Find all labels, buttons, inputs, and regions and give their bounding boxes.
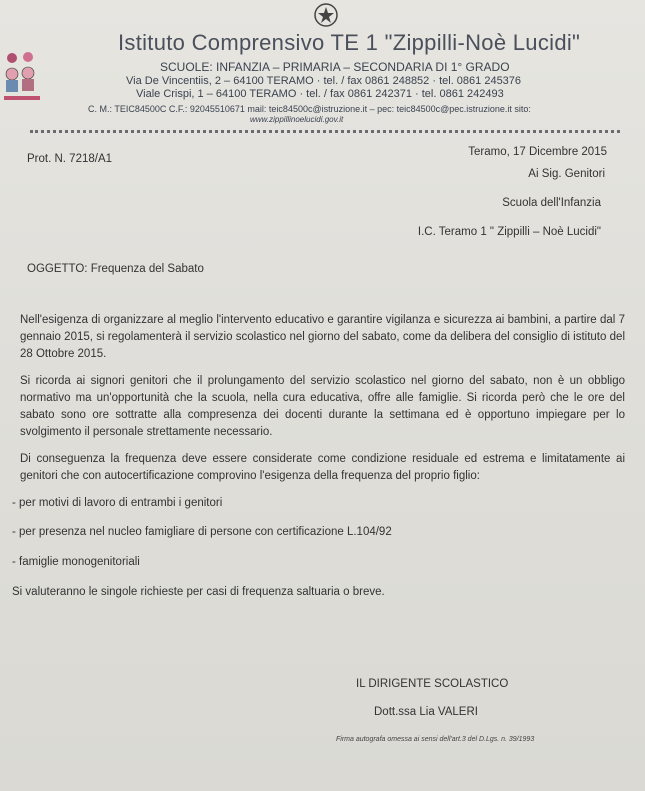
protocol-number: Prot. N. 7218/A1 bbox=[27, 153, 113, 165]
recipient-line-1: Ai Sig. Genitori bbox=[528, 168, 605, 180]
recipient-line-3: I.C. Teramo 1 " Zippilli – Noè Lucidi" bbox=[417, 226, 601, 238]
school-subtitle: SCUOLE: INFANZIA – PRIMARIA – SECONDARIA DI 1° GRADO bbox=[160, 60, 510, 74]
address-line-2: Viale Crispi, 1 – 64100 TERAMO · tel. / fax 0861 242371 · tel. 0861 242493 bbox=[136, 88, 504, 100]
list-item: - per presenza nel nucleo famigliare di persone con certificazione L.104/92 bbox=[12, 526, 392, 538]
list-item: - famiglie monogenitoriali bbox=[12, 556, 140, 568]
republic-emblem-icon bbox=[311, 2, 341, 28]
paragraph-3: Di conseguenza la frequenza deve essere considerate come condizione residuale ed estrema e limitatamente ai genitori che con autocertificazione comprovino l'esigenza della frequenza del proprio figlio: bbox=[20, 453, 625, 482]
list-item: - per motivi di lavoro di entrambi i genitori bbox=[12, 497, 223, 509]
school-codes: C. M.: TEIC84500C C.F.: 92045510671 mail: teic84500c@istruzione.it – pec: teic84500c@pec.istruzione.it sito: bbox=[88, 104, 531, 114]
subject-label: OGGETTO: bbox=[27, 263, 88, 275]
subject-text: Frequenza del Sabato bbox=[90, 263, 204, 275]
address-line-1: Via De Vincentiis, 2 – 64100 TERAMO · tel. / fax 0861 248852 · tel. 0861 245376 bbox=[126, 75, 522, 87]
signatory-title: IL DIRIGENTE SCOLASTICO bbox=[356, 678, 509, 690]
school-logo-icon bbox=[2, 48, 44, 104]
letter-date: Teramo, 17 Dicembre 2015 bbox=[468, 146, 607, 158]
website-link[interactable]: www.zippillinoelucidi.gov.it bbox=[250, 115, 344, 124]
signature-note: Firma autografa omessa ai sensi dell'art.3 del D.Lgs. n. 39/1993 bbox=[336, 736, 535, 743]
signatory-name: Dott.ssa Lia VALERI bbox=[374, 706, 478, 718]
recipient-line-2: Scuola dell'Infanzia bbox=[502, 197, 601, 209]
closing-sentence: Si valuteranno le singole richieste per casi di frequenza saltuaria o breve. bbox=[12, 586, 385, 598]
paragraph-1: Nell'esigenza di organizzare al meglio l'intervento educativo e garantire vigilanza e sicurezza ai bambini, a partire dal 7 gennaio 2015, si regolamenterà il servizio scolastico nel giorno del sabato, come da delibera del consiglio di istituto del 28 Ottobre 2015. bbox=[20, 314, 625, 360]
header-divider bbox=[30, 130, 620, 133]
subject-line bbox=[27, 263, 204, 275]
school-title: Istituto Comprensivo TE 1 "Zippilli-Noè Lucidi" bbox=[118, 30, 581, 55]
paragraph-2: Si ricorda ai signori genitori che il prolungamento del servizio scolastico nel giorno del sabato, non è un obbligo normativo ma un'opportunità che la scuola, nella cura educativa, offre alle famiglie. Si ricorda però che le ore del sabato sono ore sottratte alla compresenza dei docenti durante la settimana ed è opportuno impiegare per lo svolgimento il personale strettamente necessario. bbox=[20, 375, 625, 438]
